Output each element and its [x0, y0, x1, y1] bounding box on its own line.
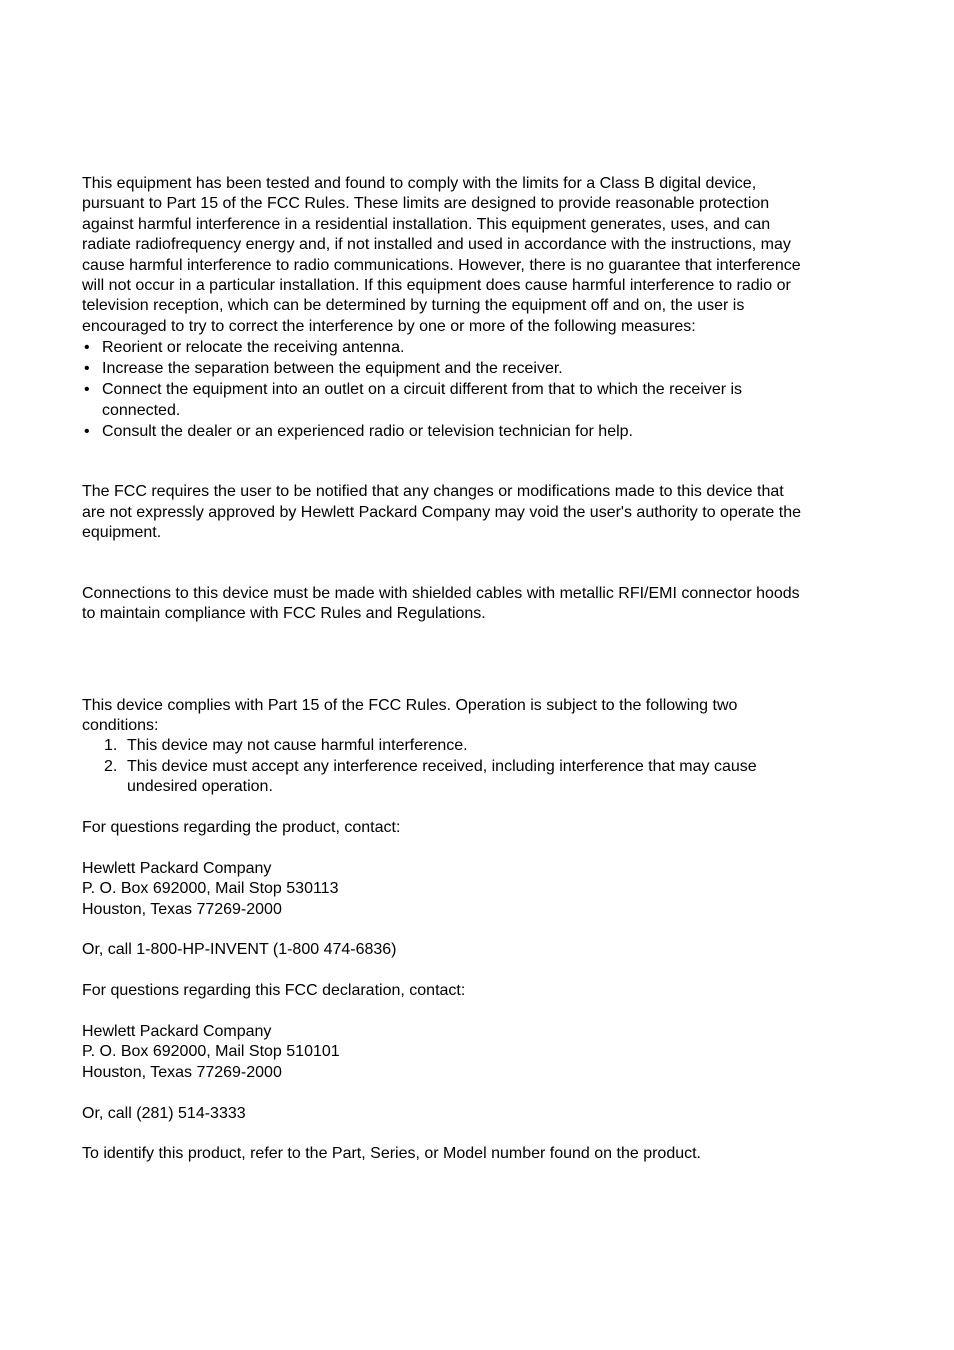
fcc-contact-intro: For questions regarding this FCC declaration, contact: — [82, 982, 466, 1000]
spacer — [82, 798, 882, 818]
list-item — [82, 757, 882, 798]
list-item — [82, 736, 882, 756]
spacer — [82, 838, 882, 858]
list-number: 1. — [104, 737, 118, 755]
product-contact-phone: Or, call 1-800-HP-INVENT (1-800 474-6836) — [82, 941, 397, 959]
spacer — [82, 442, 882, 482]
list-item: • Consult the dealer or an experienced radio or television technician for help. — [82, 422, 882, 442]
spacer — [82, 1002, 882, 1022]
cables-paragraph: Connections to this device must be made with shielded cables with metallic RFI/EMI connector hoods to maintain compliance with FCC Rules and Regulations. — [82, 584, 800, 623]
declaration-paragraph: This device complies with Part 15 of the FCC Rules. Operation is subject to the following two conditions: — [82, 696, 738, 734]
conditions-list — [82, 736, 882, 797]
spacer — [82, 1124, 882, 1144]
condition-text: This device must accept any interference received, including interference that may cause undesired operation. — [127, 757, 757, 796]
modifications-paragraph: The FCC requires the user to be notified that any changes or modifications made to this device that are not expressly approved by Hewlett Packard Company may void the user's authority to operate the equipment. — [82, 483, 801, 542]
product-contact-address: Hewlett Packard Company P. O. Box 692000, Mail Stop 530113 Houston, Texas 77269-2000 — [82, 859, 339, 918]
fcc-contact-phone: Or, call (281) 514-3333 — [82, 1104, 246, 1122]
spacer — [82, 625, 882, 696]
condition-text: This device may not cause harmful interference. — [127, 737, 468, 755]
spacer — [82, 961, 882, 981]
document-page — [82, 174, 882, 1165]
list-item: • Reorient or relocate the receiving antenna. — [82, 338, 882, 358]
interference-measures-list — [82, 338, 882, 442]
product-identification-note: To identify this product, refer to the Part, Series, or Model number found on the product. — [82, 1145, 701, 1163]
spacer — [82, 544, 882, 584]
product-contact-intro: For questions regarding the product, contact: — [82, 818, 401, 836]
list-number: 2. — [104, 757, 118, 775]
spacer — [82, 1083, 882, 1103]
class-b-paragraph: This equipment has been tested and found to comply with the limits for a Class B digital device, pursuant to Part 15 of the FCC Rules. These limits are designed to provide reasonable protection against harmful interference in a residential installation. This equipment generates, uses, and can radiate radiofrequency energy and, if not installed and used in accordance with the instructions, may cause harmful interference to radio communications. However, there is no guarantee that interference will not occur in a particular installation. If this equipment does cause harmful interference to radio or television reception, which can be determined by turning the equipment off and on, the user is encouraged to try to correct the interference by one or more of the following measures: — [82, 175, 801, 335]
list-item: • Increase the separation between the equipment and the receiver. — [82, 359, 882, 379]
fcc-contact-address: Hewlett Packard Company P. O. Box 692000, Mail Stop 510101 Houston, Texas 77269-2000 — [82, 1022, 340, 1081]
spacer — [82, 920, 882, 940]
list-item: • Connect the equipment into an outlet on a circuit different from that to which the receiver is connected. — [82, 380, 882, 421]
